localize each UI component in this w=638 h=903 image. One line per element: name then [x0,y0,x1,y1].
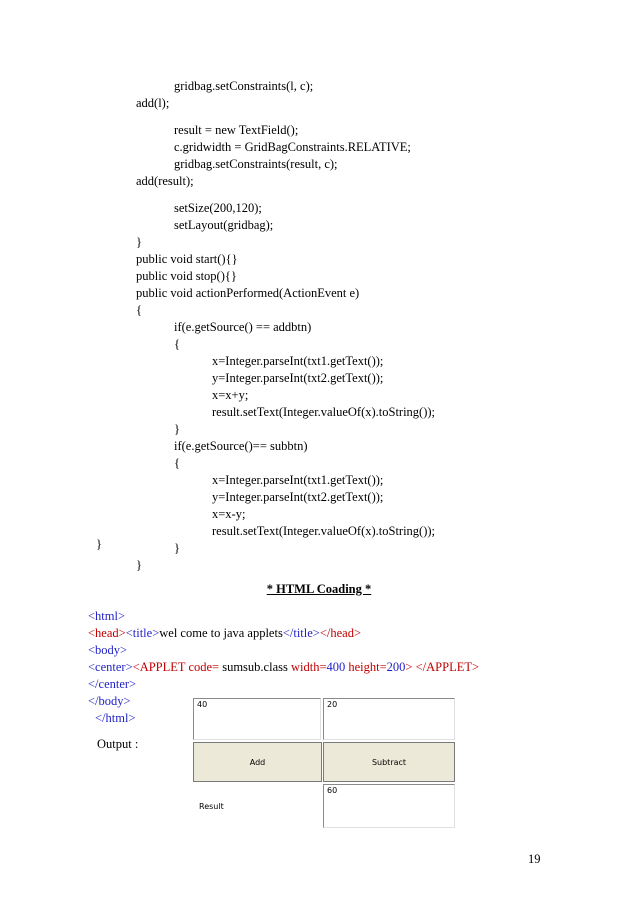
html-line-4: <center><APPLET code= sumsub.class width=400 height=200> </APPLET> [88,660,480,674]
txt2-field[interactable]: 20 [323,698,455,740]
code-line: if(e.getSource()== subbtn) [174,439,308,453]
txt1-field[interactable]: 40 [193,698,321,740]
code-line: gridbag.setConstraints(result, c); [174,157,338,171]
code-line: public void stop(){} [136,269,237,283]
code-line: y=Integer.parseInt(txt2.getText()); [212,371,384,385]
add-button[interactable]: Add [193,742,322,782]
result-label: Result [199,802,224,811]
code-line: x=Integer.parseInt(txt1.getText()); [212,473,384,487]
code-line: public void actionPerformed(ActionEvent e) [136,286,360,300]
code-line: result.setText(Integer.valueOf(x).toString()); [212,524,436,538]
subtract-button[interactable]: Subtract [323,742,455,782]
code-line: x=x-y; [212,507,246,521]
html-line-6: </body> [88,694,131,708]
output-label: Output : [97,737,139,751]
code-line: gridbag.setConstraints(l, c); [174,79,314,93]
html-line-3: <body> [88,643,128,657]
code-line: x=x+y; [212,388,249,402]
code-line: { [136,303,142,317]
code-line: } [136,558,142,572]
code-line: setLayout(gridbag); [174,218,274,232]
code-line: { [174,456,180,470]
code-line: public void start(){} [136,252,238,266]
html-line-2: <head><title>wel come to java applets</title></head> [88,626,362,640]
code-line: } [96,537,102,551]
html-line-1: <html> [88,609,126,623]
code-line: c.gridwidth = GridBagConstraints.RELATIVE; [174,140,411,154]
code-line: result = new TextField(); [174,123,299,137]
code-line: y=Integer.parseInt(txt2.getText()); [212,490,384,504]
code-line: } [174,422,180,436]
code-line: x=Integer.parseInt(txt1.getText()); [212,354,384,368]
code-line: setSize(200,120); [174,201,262,215]
code-line: } [174,541,180,555]
page-number: 19 [528,852,541,866]
result-field[interactable]: 60 [323,784,455,828]
code-line: if(e.getSource() == addbtn) [174,320,312,334]
code-line: { [174,337,180,351]
code-line: result.setText(Integer.valueOf(x).toString()); [212,405,436,419]
html-line-5: </center> [88,677,137,691]
html-line-7: </html> [95,711,136,725]
applet-output [193,698,455,828]
code-line: add(l); [136,96,170,110]
code-line: } [136,235,142,249]
section-heading: * HTML Coading * [266,582,372,596]
code-line: add(result); [136,174,194,188]
